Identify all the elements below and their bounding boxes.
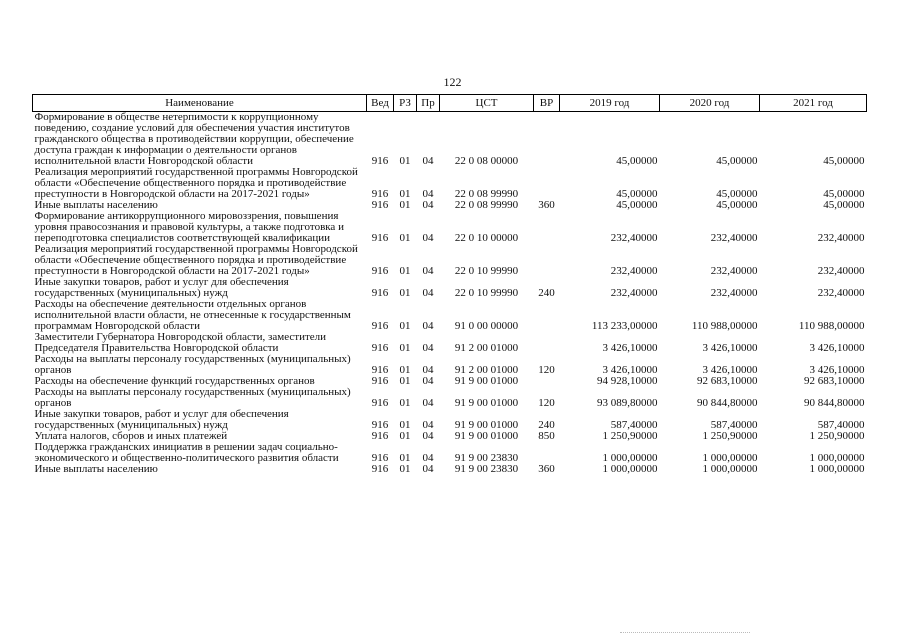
cell-cst: 91 9 00 23830 — [454, 452, 519, 464]
cell-y2019: 1 000,00000 — [602, 463, 658, 475]
cell-cst: 91 9 00 01000 — [454, 430, 519, 442]
cell-ved: 916 — [371, 397, 389, 409]
cell-pr: 04 — [422, 320, 434, 332]
cell-y2019: 45,00000 — [616, 188, 658, 200]
cell-ved: 916 — [371, 342, 389, 354]
cell-y2019: 45,00000 — [616, 199, 658, 211]
cell-name: Иные выплаты населению — [34, 199, 158, 211]
cell-vr — [534, 332, 560, 354]
cell-y2021: 3 426,10000 — [809, 342, 865, 354]
cell-cst: 22 0 08 99990 — [454, 188, 519, 200]
cell-y2019: 1 250,90000 — [602, 430, 658, 442]
page-number: 122 — [443, 75, 462, 89]
cell-y2020: 92 683,10000 — [697, 375, 758, 387]
cell-name: Уплата налогов, сборов и иных платежей — [34, 430, 228, 442]
cell-ved: 916 — [371, 287, 389, 299]
cell-pr: 04 — [422, 452, 434, 464]
cell-y2021: 45,00000 — [823, 188, 865, 200]
table-row — [33, 299, 867, 332]
cell-name: Расходы на обеспечение деятельности отдельных органов исполнительной власти области, не отнесенные к государственным программам Новгородской области — [34, 298, 351, 332]
table-row — [33, 354, 867, 376]
cell-name: Заместители Губернатора Новгородской области, заместители Председателя Правительства Новгородской области — [34, 331, 327, 354]
table-row — [33, 211, 867, 244]
cell-pr: 04 — [422, 287, 434, 299]
cell-vr — [534, 211, 560, 244]
cell-pr: 04 — [422, 199, 434, 211]
cell-vr — [534, 167, 560, 200]
cell-vr — [534, 376, 560, 387]
cell-y2019: 232,40000 — [610, 287, 658, 299]
cell-ved: 916 — [371, 155, 389, 167]
cell-y2021: 232,40000 — [817, 287, 865, 299]
cell-cst: 91 2 00 01000 — [454, 364, 519, 376]
cell-name: Расходы на обеспечение функций государственных органов — [34, 375, 315, 387]
table-row — [33, 464, 867, 475]
cell-vr: 240 — [538, 287, 555, 299]
cell-cst: 91 0 00 00000 — [454, 320, 519, 332]
cell-vr: 360 — [538, 463, 555, 475]
cell-name: Расходы на выплаты персоналу государственных (муниципальных) органов — [34, 386, 351, 409]
cell-y2020: 45,00000 — [716, 155, 758, 167]
cell-y2021: 45,00000 — [823, 155, 865, 167]
cell-y2021: 1 250,90000 — [809, 430, 865, 442]
cell-vr — [534, 112, 560, 168]
cell-y2020: 45,00000 — [716, 199, 758, 211]
header-cst: ЦСТ — [440, 95, 534, 112]
cell-pr: 04 — [422, 463, 434, 475]
cell-name: Формирование антикоррупционного мировоззрения, повышения уровня правосознания и правовой культуры, а также подготовка и переподготовка специалистов соответствующей квалификации — [34, 210, 344, 244]
header-vr: ВР — [534, 95, 560, 112]
cell-name: Реализация мероприятий государственной программы Новгородской области «Обеспечение общественного порядка и противодействие преступности в Новгородской области на 2017-2021 годы» — [34, 166, 358, 200]
cell-name: Иные выплаты населению — [34, 463, 158, 475]
header-name: Наименование — [33, 95, 367, 112]
cell-y2021: 1 000,00000 — [809, 452, 865, 464]
cell-cst: 91 9 00 01000 — [454, 375, 519, 387]
cell-y2019: 1 000,00000 — [602, 452, 658, 464]
cell-cst: 91 2 00 01000 — [454, 342, 519, 354]
cell-pr: 04 — [422, 232, 434, 244]
table-header-row — [33, 95, 867, 112]
cell-y2021: 232,40000 — [817, 232, 865, 244]
cell-y2020: 45,00000 — [716, 188, 758, 200]
cell-pr: 04 — [422, 364, 434, 376]
cell-y2019: 3 426,10000 — [602, 364, 658, 376]
table-row — [33, 277, 867, 299]
scan-artifact — [620, 632, 750, 637]
cell-rz: 01 — [399, 419, 411, 431]
cell-ved: 916 — [371, 188, 389, 200]
header-2020: 2020 год — [660, 95, 760, 112]
cell-y2019: 587,40000 — [610, 419, 658, 431]
cell-rz: 01 — [399, 397, 411, 409]
cell-y2019: 113 233,00000 — [591, 320, 658, 332]
cell-vr — [534, 299, 560, 332]
table-row — [33, 167, 867, 200]
cell-y2021: 45,00000 — [823, 199, 865, 211]
cell-y2020: 1 000,00000 — [702, 452, 758, 464]
cell-ved: 916 — [371, 463, 389, 475]
cell-vr: 120 — [538, 397, 555, 409]
table-row — [33, 442, 867, 464]
cell-ved: 916 — [371, 364, 389, 376]
cell-cst: 91 9 00 01000 — [454, 419, 519, 431]
cell-y2020: 3 426,10000 — [702, 342, 758, 354]
cell-name: Расходы на выплаты персоналу государственных (муниципальных) органов — [34, 353, 351, 376]
cell-y2020: 232,40000 — [710, 232, 758, 244]
table-row — [33, 387, 867, 409]
cell-y2021: 110 988,00000 — [798, 320, 865, 332]
cell-y2020: 3 426,10000 — [702, 364, 758, 376]
cell-ved: 916 — [371, 320, 389, 332]
header-ved: Вед — [367, 95, 394, 112]
cell-cst: 22 0 08 00000 — [454, 155, 519, 167]
cell-y2021: 1 000,00000 — [809, 463, 865, 475]
cell-y2020: 1 250,90000 — [702, 430, 758, 442]
cell-ved: 916 — [371, 452, 389, 464]
cell-y2020: 110 988,00000 — [691, 320, 758, 332]
cell-rz: 01 — [399, 320, 411, 332]
cell-rz: 01 — [399, 430, 411, 442]
cell-pr: 04 — [422, 430, 434, 442]
cell-y2019: 93 089,80000 — [597, 397, 658, 409]
cell-rz: 01 — [399, 364, 411, 376]
cell-ved: 916 — [371, 419, 389, 431]
cell-y2021: 232,40000 — [817, 265, 865, 277]
cell-name: Реализация мероприятий государственной программы Новгородской области «Обеспечение общественного порядка и противодействие преступности в Новгородской области на 2017-2021 годы» — [34, 243, 358, 277]
table-row — [33, 332, 867, 354]
cell-vr: 360 — [538, 199, 555, 211]
cell-rz: 01 — [399, 232, 411, 244]
header-rz: РЗ — [394, 95, 417, 112]
cell-rz: 01 — [399, 452, 411, 464]
table-row — [33, 244, 867, 277]
cell-y2020: 232,40000 — [710, 265, 758, 277]
cell-rz: 01 — [399, 199, 411, 211]
cell-pr: 04 — [422, 397, 434, 409]
cell-vr — [534, 442, 560, 464]
cell-y2021: 92 683,10000 — [804, 375, 865, 387]
cell-rz: 01 — [399, 155, 411, 167]
cell-cst: 22 0 10 99990 — [454, 265, 519, 277]
cell-y2019: 232,40000 — [610, 232, 658, 244]
cell-pr: 04 — [422, 342, 434, 354]
cell-vr: 240 — [538, 419, 555, 431]
budget-table — [32, 94, 867, 475]
cell-pr: 04 — [422, 375, 434, 387]
cell-rz: 01 — [399, 287, 411, 299]
cell-pr: 04 — [422, 188, 434, 200]
cell-cst: 91 9 00 01000 — [454, 397, 519, 409]
cell-name: Формирование в обществе нетерпимости к коррупционному поведению, создание условий для обеспечения участия институтов гражданского общества в противодействии коррупции, обеспечение доступа граждан к информации о деятельности органов исполнительной власти Новгородской области — [34, 111, 354, 167]
cell-y2020: 90 844,80000 — [697, 397, 758, 409]
cell-y2019: 3 426,10000 — [602, 342, 658, 354]
cell-y2019: 94 928,10000 — [597, 375, 658, 387]
cell-cst: 22 0 08 99990 — [454, 199, 519, 211]
cell-cst: 22 0 10 99990 — [454, 287, 519, 299]
cell-pr: 04 — [422, 155, 434, 167]
table-row — [33, 409, 867, 431]
cell-name: Иные закупки товаров, работ и услуг для обеспечения государственных (муниципальных) нужд — [34, 408, 289, 431]
cell-vr: 120 — [538, 364, 555, 376]
cell-vr — [534, 244, 560, 277]
cell-rz: 01 — [399, 265, 411, 277]
header-2019: 2019 год — [560, 95, 660, 112]
header-pr: Пр — [417, 95, 440, 112]
cell-y2020: 232,40000 — [710, 287, 758, 299]
cell-cst: 22 0 10 00000 — [454, 232, 519, 244]
cell-y2021: 587,40000 — [817, 419, 865, 431]
cell-rz: 01 — [399, 188, 411, 200]
cell-pr: 04 — [422, 419, 434, 431]
cell-rz: 01 — [399, 342, 411, 354]
cell-ved: 916 — [371, 375, 389, 387]
cell-name: Поддержка гражданских инициатив в решении задач социально-экономического и общественно-политического развития области — [34, 441, 339, 464]
cell-rz: 01 — [399, 375, 411, 387]
cell-y2020: 1 000,00000 — [702, 463, 758, 475]
cell-y2021: 3 426,10000 — [809, 364, 865, 376]
cell-y2019: 232,40000 — [610, 265, 658, 277]
table-row — [33, 112, 867, 168]
cell-ved: 916 — [371, 232, 389, 244]
table-body — [33, 112, 867, 476]
cell-y2019: 45,00000 — [616, 155, 658, 167]
cell-rz: 01 — [399, 463, 411, 475]
cell-ved: 916 — [371, 265, 389, 277]
cell-name: Иные закупки товаров, работ и услуг для обеспечения государственных (муниципальных) нужд — [34, 276, 289, 299]
cell-y2021: 90 844,80000 — [804, 397, 865, 409]
cell-pr: 04 — [422, 265, 434, 277]
cell-vr: 850 — [538, 430, 555, 442]
cell-ved: 916 — [371, 199, 389, 211]
cell-y2020: 587,40000 — [710, 419, 758, 431]
header-2021: 2021 год — [760, 95, 867, 112]
cell-ved: 916 — [371, 430, 389, 442]
cell-cst: 91 9 00 23830 — [454, 463, 519, 475]
